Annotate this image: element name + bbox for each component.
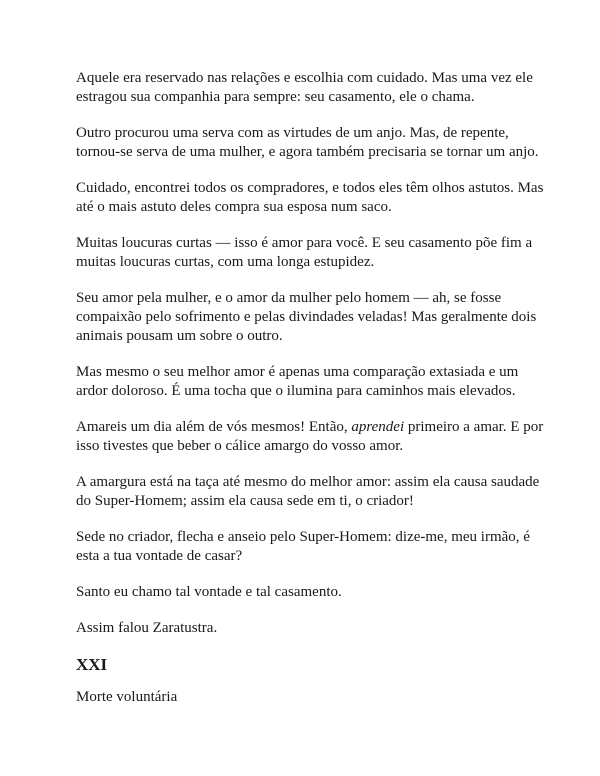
paragraph-8: A amargura está na taça até mesmo do melhor amor: assim ela causa saudade do Super-Homem; assim ela causa sede em ti, o criador! <box>76 474 540 509</box>
paragraph-11: Assim falou Zaratustra. <box>76 620 218 636</box>
paragraph-9: Sede no criador, flecha e anseio pelo Super-Homem: dize-me, meu irmão, é esta a tua vontade de casar? <box>76 529 530 564</box>
chapter-number: XXI <box>76 655 108 674</box>
paragraph-4: Muitas loucuras curtas — isso é amor para você. E seu casamento põe fim a muitas loucuras curtas, com uma longa estupidez. <box>76 235 533 270</box>
chapter-title: Morte voluntária <box>76 689 178 705</box>
paragraph-5: Seu amor pela mulher, e o amor da mulher pelo homem — ah, se fosse compaixão pelo sofrimento e pelas divindades veladas! Mas geralmente dois animais pousam um sobre o outro. <box>76 290 537 344</box>
paragraph-2: Outro procurou uma serva com as virtudes de um anjo. Mas, de repente, tornou-se serva de uma mulher, e agora também precisaria se tornar um anjo. <box>76 125 539 160</box>
paragraph-7-emphasis: aprendei <box>351 419 405 435</box>
paragraph-3: Cuidado, encontrei todos os compradores, e todos eles têm olhos astutos. Mas até o mais astuto deles compra sua esposa num saco. <box>76 180 544 215</box>
paragraph-1: Aquele era reservado nas relações e escolhia com cuidado. Mas uma vez ele estragou sua companhia para sempre: seu casamento, ele o chama. <box>76 70 533 105</box>
document-page <box>76 69 546 707</box>
paragraph-6: Mas mesmo o seu melhor amor é apenas uma comparação extasiada e um ardor doloroso. É uma tocha que o ilumina para caminhos mais elevados. <box>76 364 519 399</box>
paragraph-10: Santo eu chamo tal vontade e tal casamento. <box>76 584 342 600</box>
paragraph-7-text-before: Amareis um dia além de vós mesmos! Então, <box>76 419 352 435</box>
paragraph-7 <box>76 418 546 456</box>
paragraph-7-text-after: primeiro a amar. E por isso tivestes que beber o cálice amargo do vosso amor. <box>76 419 544 454</box>
